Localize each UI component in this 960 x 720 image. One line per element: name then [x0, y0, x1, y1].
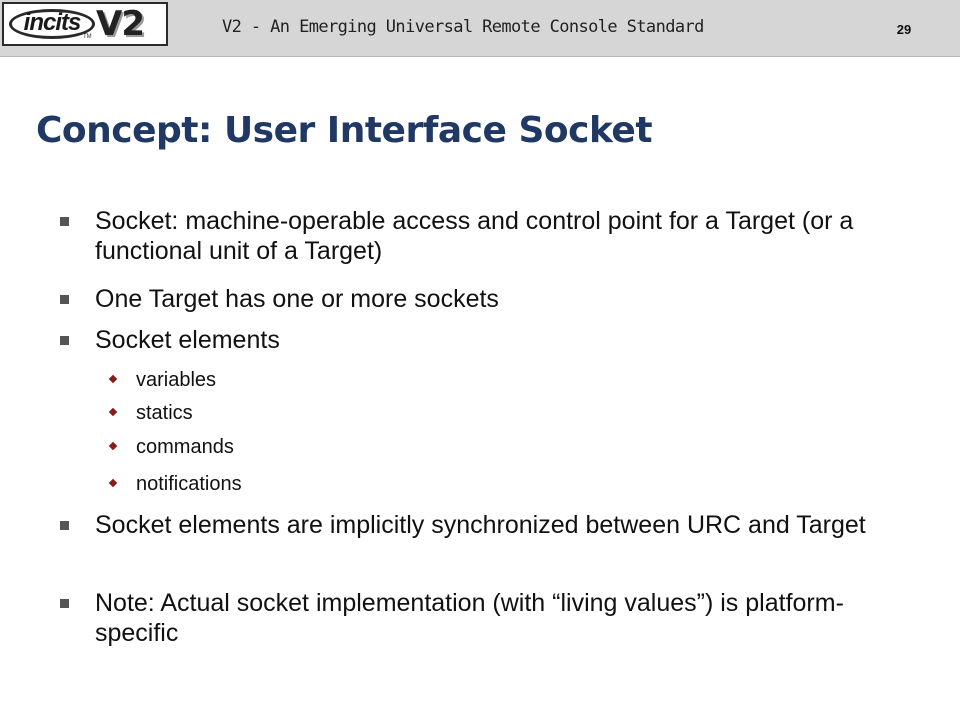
sub-bullet-text: variables	[136, 369, 217, 391]
diamond-bullet-icon	[109, 375, 117, 383]
square-bullet-icon	[60, 599, 69, 608]
bullet-text: Note: Actual socket implementation (with “living values”) is platform-specific	[95, 589, 844, 647]
bullet-text: One Target has one or more sockets	[95, 285, 499, 313]
sub-bullet-text: commands	[136, 436, 234, 458]
incits-logo-text: incits	[23, 9, 81, 36]
presentation-title: V2 - An Emerging Universal Remote Console Standard	[222, 17, 704, 37]
bullet-text: Socket elements	[95, 326, 280, 354]
diamond-bullet-icon	[109, 479, 117, 487]
diamond-bullet-icon	[109, 442, 117, 450]
header-bar	[0, 0, 960, 57]
page-number: 29	[896, 22, 912, 37]
square-bullet-icon	[60, 217, 69, 226]
bullet-text: Socket elements are implicitly synchronized between URC and Target	[95, 511, 866, 539]
trademark-mark: TM	[83, 34, 92, 40]
square-bullet-icon	[60, 521, 69, 530]
bullet-text: Socket: machine-operable access and control point for a Target (or a functional unit of a Target)	[95, 207, 854, 265]
square-bullet-icon	[60, 295, 69, 304]
v2-logo-icon: V2	[96, 4, 144, 44]
sub-bullet-text: notifications	[136, 473, 242, 495]
square-bullet-icon	[60, 336, 69, 345]
diamond-bullet-icon	[109, 408, 117, 416]
incits-v2-logo	[2, 2, 168, 46]
sub-bullet-text: statics	[136, 402, 193, 424]
slide-title: Concept: User Interface Socket	[36, 110, 653, 151]
